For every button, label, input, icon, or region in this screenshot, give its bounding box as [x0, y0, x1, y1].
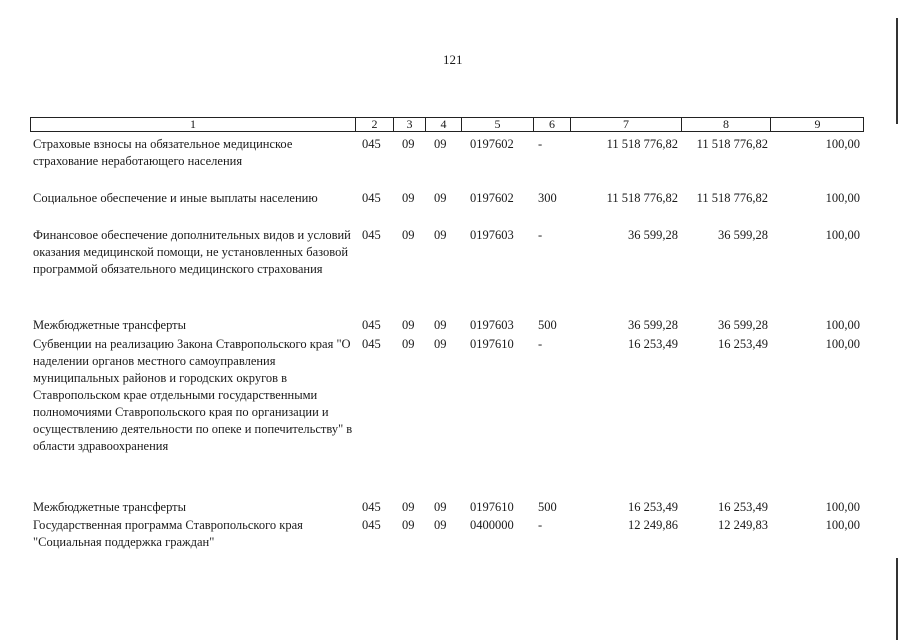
row-code-5: 0197610	[470, 500, 514, 514]
row-amount-8: 11 518 776,82	[696, 137, 768, 151]
row-percent-9: 100,00	[825, 337, 860, 351]
row-name: Межбюджетные трансферты	[33, 318, 187, 332]
scan-edge-mark	[896, 18, 898, 124]
row-code-2: 045	[362, 228, 381, 242]
row-code-4: 09	[434, 228, 447, 242]
header-cell-8: 8	[723, 117, 729, 131]
row-code-4: 09	[434, 318, 447, 332]
row-code-3: 09	[402, 228, 415, 242]
row-code-6: 300	[538, 191, 557, 205]
row-amount-7: 36 599,28	[628, 228, 678, 242]
row-code-4: 09	[434, 518, 447, 532]
row-amount-7: 16 253,49	[628, 500, 678, 514]
row-amount-7: 12 249,86	[628, 518, 678, 532]
header-cell-7: 7	[623, 117, 629, 131]
row-code-3: 09	[402, 500, 415, 514]
row-code-5: 0197602	[470, 137, 514, 151]
row-code-3: 09	[402, 318, 415, 332]
row-code-5: 0400000	[470, 518, 514, 532]
row-name: Социальное обеспечение и иные выплаты населению	[33, 191, 318, 205]
row-code-6: -	[538, 337, 543, 351]
row-percent-9: 100,00	[825, 500, 860, 514]
header-cell-1: 1	[190, 117, 196, 131]
row-name: Субвенции на реализацию Закона Ставропольского края "О наделении органов местного самоуправления муниципальных районов и городских округов в Ставропольском крае отдельными государственными полномочиями Ставропольского края по организации и осуществлению деятельности по опеке и попечительству" в области здравоохранения	[33, 337, 353, 453]
header-cell-3: 3	[406, 117, 413, 131]
row-code-3: 09	[402, 337, 415, 351]
row-code-2: 045	[362, 137, 381, 151]
row-code-6: -	[538, 228, 543, 242]
header-cell-4: 4	[440, 117, 447, 131]
row-code-3: 09	[402, 518, 415, 532]
row-amount-8: 16 253,49	[718, 500, 768, 514]
header-cell-9: 9	[814, 117, 821, 131]
row-code-4: 09	[434, 137, 447, 151]
row-code-6: -	[538, 137, 543, 151]
scan-edge-mark	[896, 558, 898, 640]
row-name: Государственная программа Ставропольского края "Социальная поддержка граждан"	[33, 518, 303, 549]
row-name: Межбюджетные трансферты	[33, 500, 187, 514]
page-number: 121	[443, 52, 463, 67]
row-amount-8: 16 253,49	[718, 337, 768, 351]
header-cell-5: 5	[494, 117, 501, 131]
row-name: Страховые взносы на обязательное медицинское страхование неработающего населения	[33, 137, 293, 168]
row-code-5: 0197610	[470, 337, 514, 351]
row-amount-8: 36 599,28	[718, 228, 768, 242]
row-percent-9: 100,00	[825, 318, 860, 332]
row-amount-7: 36 599,28	[628, 318, 678, 332]
row-code-4: 09	[434, 191, 447, 205]
row-amount-7: 16 253,49	[628, 337, 678, 351]
row-code-2: 045	[362, 337, 381, 351]
row-amount-8: 36 599,28	[718, 318, 768, 332]
row-code-6: 500	[538, 500, 557, 514]
row-name: Финансовое обеспечение дополнительных видов и условий оказания медицинской помощи, не установленных базовой программой обязательного медицинского страхования	[33, 228, 351, 276]
row-code-6: -	[538, 518, 543, 532]
row-amount-7: 11 518 776,82	[606, 137, 678, 151]
row-code-5: 0197602	[470, 191, 514, 205]
row-amount-7: 11 518 776,82	[606, 191, 678, 205]
row-code-4: 09	[434, 337, 447, 351]
row-amount-8: 11 518 776,82	[696, 191, 768, 205]
row-code-2: 045	[362, 318, 381, 332]
row-code-5: 0197603	[470, 318, 514, 332]
row-code-4: 09	[434, 500, 447, 514]
row-percent-9: 100,00	[825, 137, 860, 151]
row-amount-8: 12 249,83	[718, 518, 768, 532]
row-code-2: 045	[362, 500, 381, 514]
row-percent-9: 100,00	[825, 191, 860, 205]
row-code-2: 045	[362, 191, 381, 205]
row-code-3: 09	[402, 137, 415, 151]
row-percent-9: 100,00	[825, 518, 860, 532]
row-code-3: 09	[402, 191, 415, 205]
row-code-6: 500	[538, 318, 557, 332]
row-code-2: 045	[362, 518, 381, 532]
header-cell-6: 6	[549, 117, 555, 131]
row-percent-9: 100,00	[825, 228, 860, 242]
header-cell-2: 2	[371, 117, 378, 131]
row-code-5: 0197603	[470, 228, 514, 242]
